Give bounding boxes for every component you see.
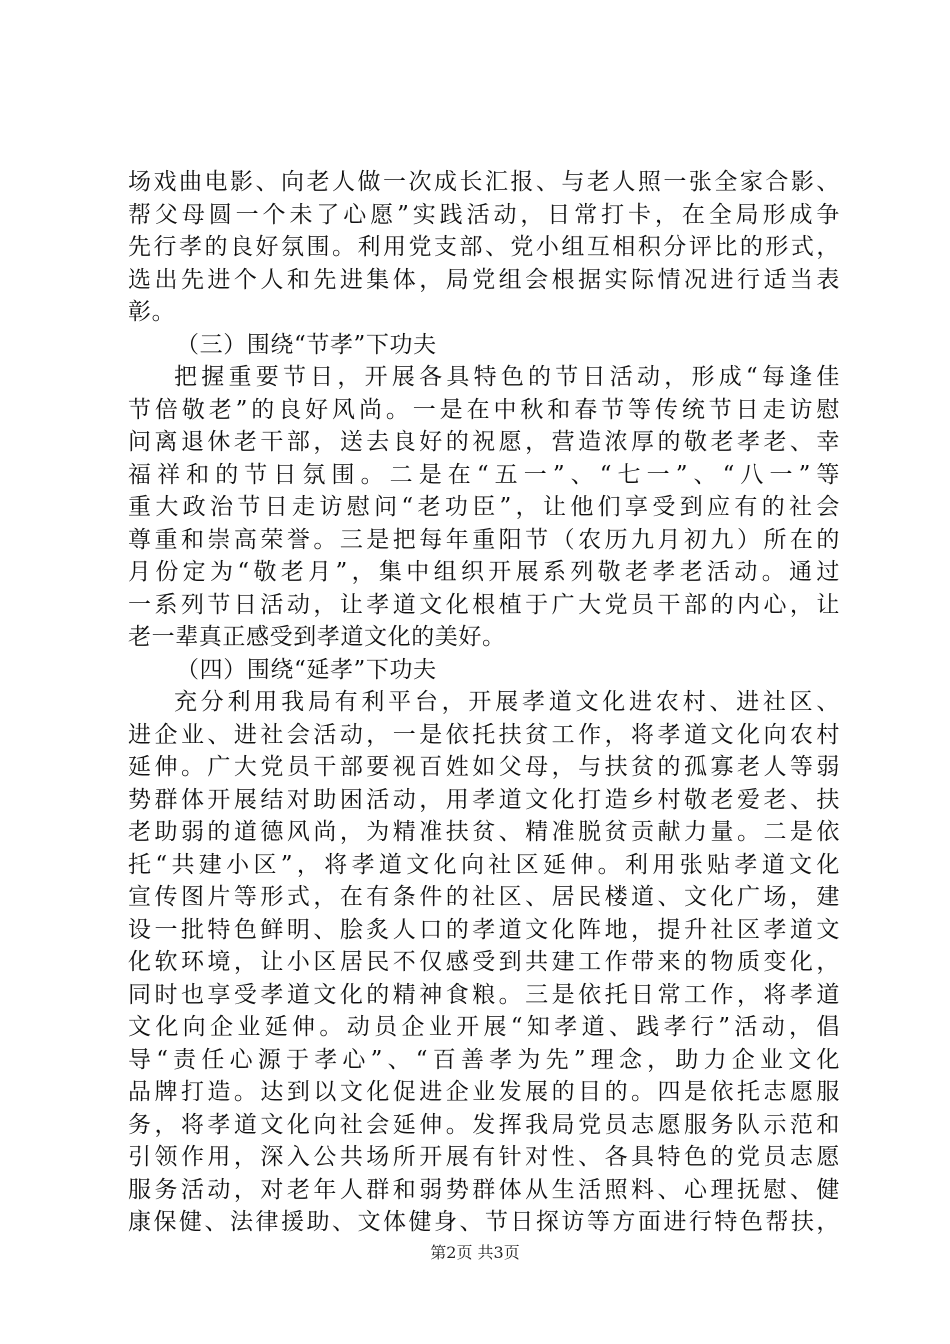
text-line: 福祥和的节日氛围。二是在“五一”、“七一”、“八一”等	[128, 461, 840, 488]
text-line: 托“共建小区”，将孝道文化向社区延伸。利用张贴孝道文化	[128, 851, 840, 878]
text-line: 宣传图片等形式，在有条件的社区、居民楼道、文化广场，建	[128, 884, 840, 910]
text-line: 彰。	[128, 299, 176, 325]
text-line: 尊重和崇高荣誉。三是把每年重阳节（农历九月初九）所在的	[128, 526, 840, 553]
text-line: 延伸。广大党员干部要视百姓如父母，与扶贫的孤寡老人等弱	[128, 754, 840, 780]
text-line: 品牌打造。达到以文化促进企业发展的目的。四是依托志愿服	[128, 1079, 840, 1105]
text-line: 进企业、进社会活动，一是依托扶贫工作，将孝道文化向农村	[128, 721, 840, 748]
paragraph-continued	[128, 166, 840, 329]
text-line: 文化向企业延伸。动员企业开展“知孝道、践孝行”活动，倡	[128, 1014, 840, 1040]
text-line: 服务活动，对老年人群和弱势群体从生活照料、心理抚慰、健	[128, 1176, 840, 1203]
text-line: 导“责任心源于孝心”、“百善孝为先”理念，助力企业文化	[128, 1046, 840, 1073]
text-line: 老一辈真正感受到孝道文化的美好。	[128, 624, 506, 650]
document-body	[128, 166, 840, 1239]
text-line: 问离退休老干部，送去良好的祝愿，营造浓厚的敬老孝老、幸	[128, 429, 840, 455]
section-heading-4: （四）围绕“延孝”下功夫	[176, 656, 437, 683]
text-line: 引领作用，深入公共场所开展有针对性、各具特色的党员志愿	[128, 1144, 840, 1170]
text-line: 选出先进个人和先进集体，局党组会根据实际情况进行适当表	[128, 266, 840, 293]
text-line: 场戏曲电影、向老人做一次成长汇报、与老人照一张全家合影、	[128, 169, 840, 195]
text-line: 同时也享受孝道文化的精神食粮。三是依托日常工作，将孝道	[128, 981, 840, 1008]
text-line: 化软环境，让小区居民不仅感受到共建工作带来的物质变化，	[128, 949, 840, 975]
text-line: 月份定为“敬老月”，集中组织开展系列敬老孝老活动。通过	[128, 559, 840, 585]
text-line: 帮父母圆一个未了心愿”实践活动，日常打卡，在全局形成争	[128, 201, 840, 228]
page-number-footer: 第2页 共3页	[430, 1243, 520, 1262]
section-heading-3: （三）围绕“节孝”下功夫	[176, 331, 437, 358]
text-line: 先行孝的良好氛围。利用党支部、党小组互相积分评比的形式，	[128, 234, 840, 260]
text-line: 充分利用我局有利平台，开展孝道文化进农村、进社区、	[174, 689, 840, 715]
text-line: 务，将孝道文化向社会延伸。发挥我局党员志愿服务队示范和	[128, 1111, 840, 1138]
text-line: 势群体开展结对助困活动，用孝道文化打造乡村敬老爱老、扶	[128, 786, 840, 813]
text-line: 把握重要节日，开展各具特色的节日活动，形成“每逢佳	[174, 364, 840, 390]
text-line: 老助弱的道德风尚，为精准扶贫、精准脱贫贡献力量。二是依	[128, 819, 840, 845]
text-line: 康保健、法律援助、文体健身、节日探访等方面进行特色帮扶，	[128, 1209, 840, 1235]
text-line: 重大政治节日走访慰问“老功臣”，让他们享受到应有的社会	[128, 494, 840, 520]
text-line: 设一批特色鲜明、脍炙人口的孝道文化阵地，提升社区孝道文	[128, 916, 840, 943]
section-3-paragraph	[128, 361, 840, 654]
section-4-paragraph	[128, 686, 840, 1239]
text-line: 一系列节日活动，让孝道文化根植于广大党员干部的内心，让	[128, 591, 840, 618]
text-line: 节倍敬老”的良好风尚。一是在中秋和春节等传统节日走访慰	[128, 396, 840, 423]
